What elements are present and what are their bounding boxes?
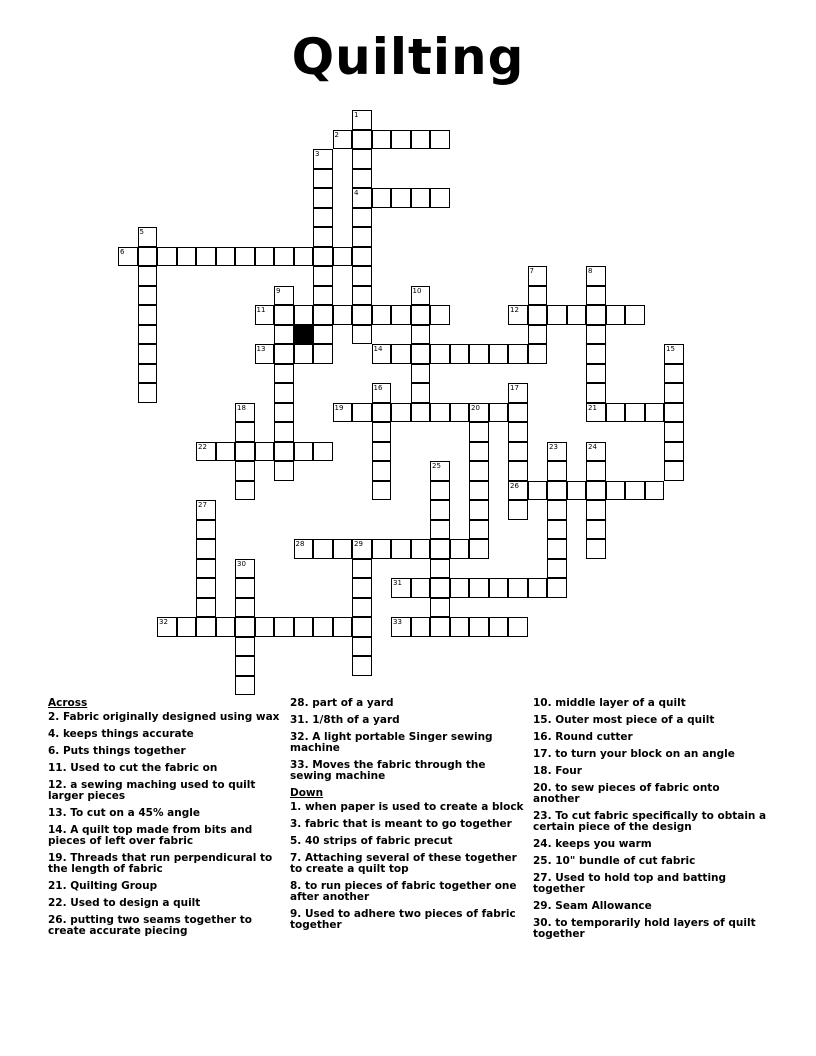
crossword-cell[interactable] <box>664 344 684 364</box>
crossword-cell[interactable] <box>430 481 450 501</box>
crossword-cell[interactable] <box>528 481 548 501</box>
crossword-cell[interactable] <box>313 149 333 169</box>
crossword-cell[interactable] <box>352 539 372 559</box>
crossword-cell[interactable] <box>274 325 294 345</box>
down-clue: 16. Round cutter <box>533 731 633 743</box>
crossword-cell[interactable] <box>138 325 158 345</box>
crossword-cell[interactable] <box>333 617 353 637</box>
crossword-cell[interactable] <box>352 403 372 423</box>
crossword-cell[interactable] <box>411 578 431 598</box>
down-clue: 25. 10" bundle of cut fabric <box>533 855 696 867</box>
across-clue: 22. Used to design a quilt <box>48 897 201 909</box>
crossword-cell[interactable] <box>547 520 567 540</box>
crossword-cell[interactable] <box>235 442 255 462</box>
clue-number: 17 <box>510 384 519 392</box>
crossword-cell[interactable] <box>469 422 489 442</box>
clue-number: 24 <box>588 442 597 451</box>
crossword-cell[interactable] <box>352 188 372 208</box>
clue-number: 7 <box>529 267 534 275</box>
crossword-cell[interactable] <box>664 442 684 462</box>
crossword-cell[interactable] <box>372 403 392 423</box>
clue-number: 19 <box>334 403 344 412</box>
crossword-cell[interactable] <box>508 422 528 442</box>
crossword-cell[interactable] <box>352 637 372 657</box>
crossword-cell[interactable] <box>411 344 431 364</box>
page-title: Quilting <box>291 28 525 86</box>
down-clue: 5. 40 strips of fabric precut <box>290 835 453 847</box>
clue-number: 25 <box>432 462 441 470</box>
crossword-cell[interactable] <box>586 344 606 364</box>
crossword-cell[interactable] <box>469 481 489 501</box>
crossword-cell[interactable] <box>567 305 587 325</box>
crossword-cell[interactable] <box>255 617 275 637</box>
crossword-cell[interactable] <box>547 481 567 501</box>
crossword-cell[interactable] <box>333 247 353 267</box>
crossword-cell[interactable] <box>333 539 353 559</box>
crossword-cell[interactable] <box>235 559 255 579</box>
crossword-cell[interactable] <box>430 520 450 540</box>
crossword-cell[interactable] <box>196 500 216 520</box>
crossword-cell[interactable] <box>547 539 567 559</box>
crossword-cell[interactable] <box>138 344 158 364</box>
crossword-cell[interactable] <box>508 578 528 598</box>
crossword-cell[interactable] <box>196 617 216 637</box>
crossword-cell[interactable] <box>391 130 411 150</box>
clue-number: 6 <box>120 247 125 256</box>
crossword-cell[interactable] <box>508 481 528 501</box>
crossword-cell[interactable] <box>138 266 158 286</box>
crossword-cell[interactable] <box>489 617 509 637</box>
crossword-cell[interactable] <box>274 344 294 364</box>
crossword-cell[interactable] <box>157 247 177 267</box>
crossword-cell[interactable] <box>411 617 431 637</box>
clues-column-1 <box>48 698 283 943</box>
clue-number: 21 <box>588 403 597 412</box>
crossword-cell[interactable] <box>352 656 372 676</box>
crossword-cell[interactable] <box>664 461 684 481</box>
crossword-cell[interactable] <box>352 325 372 345</box>
crossword-cell[interactable] <box>255 305 275 325</box>
clue-number: 13 <box>256 345 266 353</box>
crossword-cell[interactable] <box>586 442 606 462</box>
crossword-cell[interactable] <box>352 169 372 189</box>
crossword-cell[interactable] <box>196 247 216 267</box>
crossword-cell[interactable] <box>528 286 548 306</box>
crossword-cell[interactable] <box>313 305 333 325</box>
crossword-cell[interactable] <box>391 539 411 559</box>
across-clue: 4. keeps things accurate <box>48 728 194 740</box>
crossword-cell[interactable] <box>138 286 158 306</box>
crossword-cell[interactable] <box>586 383 606 403</box>
crossword-cell[interactable] <box>157 617 177 637</box>
clue-number: 5 <box>139 228 144 236</box>
crossword-cell[interactable] <box>235 617 255 637</box>
crossword-cell[interactable] <box>586 481 606 501</box>
crossword-cell[interactable] <box>196 442 216 462</box>
clue-number: 8 <box>588 267 593 275</box>
crossword-cell[interactable] <box>313 539 333 559</box>
clue-number: 22 <box>198 442 207 451</box>
down-clue: 10. middle layer of a quilt <box>533 697 686 709</box>
crossword-cell[interactable] <box>372 442 392 462</box>
crossword-cell[interactable] <box>313 344 333 364</box>
crossword-cell[interactable] <box>391 305 411 325</box>
crossword-cell[interactable] <box>235 403 255 423</box>
down-clue: 7. Attaching several of these together to create a quilt top <box>290 852 517 875</box>
crossword-cell[interactable] <box>528 344 548 364</box>
crossword-cell[interactable] <box>196 598 216 618</box>
crossword-cell[interactable] <box>372 305 392 325</box>
down-clue: 20. to sew pieces of fabric onto another <box>533 782 720 805</box>
crossword-cell[interactable] <box>508 617 528 637</box>
crossword-cell[interactable] <box>294 617 314 637</box>
crossword-cell[interactable] <box>333 305 353 325</box>
across-clue: 28. part of a yard <box>290 697 394 709</box>
crossword-cell[interactable] <box>430 188 450 208</box>
crossword-cell[interactable] <box>586 266 606 286</box>
crossword-cell[interactable] <box>430 130 450 150</box>
crossword-black-cell <box>294 325 314 345</box>
crossword-cell[interactable] <box>450 403 470 423</box>
crossword-cell[interactable] <box>625 305 645 325</box>
crossword-cell[interactable] <box>469 520 489 540</box>
clue-number: 3 <box>315 150 320 158</box>
across-clue: 11. Used to cut the fabric on <box>48 762 218 774</box>
down-clue: 30. to temporarily hold layers of quilt together <box>533 917 756 940</box>
crossword-cell[interactable] <box>177 617 197 637</box>
crossword-cell[interactable] <box>469 578 489 598</box>
crossword-cell[interactable] <box>430 598 450 618</box>
crossword-cell[interactable] <box>508 442 528 462</box>
crossword-cell[interactable] <box>430 305 450 325</box>
clues-column-2 <box>290 698 525 937</box>
crossword-cell[interactable] <box>274 383 294 403</box>
down-clue: 27. Used to hold top and batting together <box>533 872 727 895</box>
crossword-cell[interactable] <box>391 344 411 364</box>
across-heading: Across <box>48 697 88 709</box>
clue-number: 20 <box>471 403 480 412</box>
crossword-cell[interactable] <box>352 617 372 637</box>
crossword-cell[interactable] <box>333 130 353 150</box>
crossword-cell[interactable] <box>294 344 314 364</box>
crossword-cell[interactable] <box>411 188 431 208</box>
crossword-cell[interactable] <box>411 305 431 325</box>
crossword-cell[interactable] <box>430 578 450 598</box>
crossword-cell[interactable] <box>313 227 333 247</box>
crossword-cell[interactable] <box>645 403 665 423</box>
crossword-cell[interactable] <box>372 383 392 403</box>
clue-number: 32 <box>159 618 168 626</box>
crossword-cell[interactable] <box>586 286 606 306</box>
crossword-cell[interactable] <box>274 305 294 325</box>
crossword-cell[interactable] <box>508 305 528 325</box>
crossword-cell[interactable] <box>216 247 236 267</box>
crossword-cell[interactable] <box>372 188 392 208</box>
crossword-cell[interactable] <box>567 481 587 501</box>
crossword-cell[interactable] <box>450 344 470 364</box>
clue-number: 10 <box>412 286 422 295</box>
crossword-cell[interactable] <box>469 500 489 520</box>
crossword-cell[interactable] <box>255 344 275 364</box>
crossword-cell[interactable] <box>352 598 372 618</box>
clue-number: 15 <box>666 345 675 353</box>
crossword-cell[interactable] <box>216 617 236 637</box>
crossword-cell[interactable] <box>586 520 606 540</box>
crossword-cell[interactable] <box>196 578 216 598</box>
crossword-cell[interactable] <box>469 461 489 481</box>
down-clue: 18. Four <box>533 765 582 777</box>
crossword-cell[interactable] <box>274 442 294 462</box>
crossword-cell[interactable] <box>547 559 567 579</box>
crossword-cell[interactable] <box>586 403 606 423</box>
crossword-cell[interactable] <box>430 500 450 520</box>
crossword-cell[interactable] <box>235 422 255 442</box>
across-clue: 32. A light portable Singer sewing machine <box>290 731 493 754</box>
down-clue: 15. Outer most piece of a quilt <box>533 714 715 726</box>
crossword-cell[interactable] <box>450 617 470 637</box>
clue-number: 29 <box>354 540 363 548</box>
clue-number: 30 <box>237 559 246 568</box>
clues-column-3 <box>533 698 768 946</box>
crossword-cell[interactable] <box>489 344 509 364</box>
crossword-cell[interactable] <box>235 578 255 598</box>
crossword-cell[interactable] <box>411 286 431 306</box>
crossword-cell[interactable] <box>274 364 294 384</box>
down-heading: Down <box>290 787 324 799</box>
crossword-cell[interactable] <box>547 305 567 325</box>
crossword-cell[interactable] <box>255 442 275 462</box>
crossword-cell[interactable] <box>235 656 255 676</box>
crossword-cell[interactable] <box>547 461 567 481</box>
crossword-cell[interactable] <box>235 247 255 267</box>
crossword-cell[interactable] <box>606 403 626 423</box>
across-clue: 26. putting two seams together to create accurate piecing <box>48 914 252 937</box>
down-clue: 23. To cut fabric specifically to obtain a certain piece of the design <box>533 810 767 833</box>
crossword-cell[interactable] <box>528 266 548 286</box>
clue-number: 26 <box>510 481 519 490</box>
crossword-cell[interactable] <box>294 305 314 325</box>
crossword-cell[interactable] <box>430 461 450 481</box>
across-clue: 19. Threads that run perpendicural to the length of fabric <box>48 852 273 875</box>
crossword-cell[interactable] <box>391 578 411 598</box>
crossword-cell[interactable] <box>177 247 197 267</box>
clue-number: 2 <box>334 130 339 139</box>
crossword-cell[interactable] <box>430 617 450 637</box>
crossword-cell[interactable] <box>372 481 392 501</box>
crossword-cell[interactable] <box>352 130 372 150</box>
crossword-cell[interactable] <box>235 598 255 618</box>
crossword-cell[interactable] <box>372 344 392 364</box>
across-clue: 6. Puts things together <box>48 745 186 757</box>
crossword-cell[interactable] <box>274 403 294 423</box>
crossword-cell[interactable] <box>430 539 450 559</box>
crossword-cell[interactable] <box>625 403 645 423</box>
crossword-cell[interactable] <box>352 208 372 228</box>
crossword-cell[interactable] <box>469 442 489 462</box>
clue-number: 12 <box>510 306 519 314</box>
crossword-cell[interactable] <box>216 442 236 462</box>
crossword-cell[interactable] <box>294 539 314 559</box>
crossword-cell[interactable] <box>118 247 138 267</box>
crossword-cell[interactable] <box>450 539 470 559</box>
crossword-cell[interactable] <box>313 442 333 462</box>
crossword-cell[interactable] <box>489 578 509 598</box>
down-clue: 1. when paper is used to create a block <box>290 801 524 813</box>
across-clue: 13. To cut on a 45% angle <box>48 807 200 819</box>
down-clue: 8. to run pieces of fabric together one after another <box>290 880 517 903</box>
crossword-cell[interactable] <box>528 325 548 345</box>
crossword-cell[interactable] <box>508 461 528 481</box>
crossword-cell[interactable] <box>625 481 645 501</box>
crossword-cell[interactable] <box>352 305 372 325</box>
crossword-cell[interactable] <box>294 442 314 462</box>
crossword-cell[interactable] <box>391 617 411 637</box>
crossword-cell[interactable] <box>469 539 489 559</box>
clue-number: 11 <box>256 306 266 314</box>
crossword-cell[interactable] <box>411 403 431 423</box>
crossword-cell[interactable] <box>313 617 333 637</box>
crossword-cell[interactable] <box>352 247 372 267</box>
down-clue: 9. Used to adhere two pieces of fabric together <box>290 908 516 931</box>
clue-number: 27 <box>198 501 207 509</box>
clue-number: 18 <box>237 403 246 412</box>
crossword-cell[interactable] <box>411 325 431 345</box>
crossword-cell[interactable] <box>489 403 509 423</box>
across-clue: 12. a sewing maching used to quilt larger pieces <box>48 779 256 802</box>
down-clue: 29. Seam Allowance <box>533 900 652 912</box>
crossword-cell[interactable] <box>469 403 489 423</box>
across-clue: 33. Moves the fabric through the sewing machine <box>290 759 486 782</box>
crossword-cell[interactable] <box>196 520 216 540</box>
crossword-cell[interactable] <box>255 247 275 267</box>
crossword-cell[interactable] <box>352 578 372 598</box>
crossword-cell[interactable] <box>430 559 450 579</box>
clue-number: 23 <box>549 442 558 451</box>
crossword-cell[interactable] <box>235 461 255 481</box>
crossword-cell[interactable] <box>138 383 158 403</box>
crossword-cell[interactable] <box>586 364 606 384</box>
crossword-cell[interactable] <box>235 637 255 657</box>
across-clue: 2. Fabric originally designed using wax <box>48 711 280 723</box>
crossword-cell[interactable] <box>235 481 255 501</box>
clue-number: 9 <box>276 286 281 295</box>
crossword-cell[interactable] <box>352 286 372 306</box>
crossword-cell[interactable] <box>664 422 684 442</box>
crossword-cell[interactable] <box>411 383 431 403</box>
down-clue: 17. to turn your block on an angle <box>533 748 735 760</box>
crossword-cell[interactable] <box>528 578 548 598</box>
crossword-cell[interactable] <box>411 364 431 384</box>
down-clue: 24. keeps you warm <box>533 838 652 850</box>
clue-number: 14 <box>373 345 383 353</box>
crossword-cell[interactable] <box>138 364 158 384</box>
crossword-cell[interactable] <box>196 539 216 559</box>
crossword-cell[interactable] <box>586 461 606 481</box>
crossword-cell[interactable] <box>508 403 528 423</box>
crossword-cell[interactable] <box>313 286 333 306</box>
across-clue: 21. Quilting Group <box>48 880 158 892</box>
crossword-cell[interactable] <box>313 325 333 345</box>
crossword-cell[interactable] <box>313 169 333 189</box>
crossword-cell[interactable] <box>508 500 528 520</box>
clue-number: 28 <box>295 540 305 548</box>
crossword-cell[interactable] <box>606 305 626 325</box>
clue-number: 16 <box>373 384 383 392</box>
crossword-cell[interactable] <box>313 266 333 286</box>
crossword-cell[interactable] <box>352 266 372 286</box>
crossword-cell[interactable] <box>606 481 626 501</box>
crossword-cell[interactable] <box>352 227 372 247</box>
crossword-cell[interactable] <box>294 247 314 267</box>
across-clue: 31. 1/8th of a yard <box>290 714 400 726</box>
crossword-cell[interactable] <box>138 227 158 247</box>
crossword-cell[interactable] <box>508 383 528 403</box>
clue-number: 33 <box>393 618 402 626</box>
crossword-cell[interactable] <box>274 422 294 442</box>
crossword-cell[interactable] <box>664 383 684 403</box>
crossword-cell[interactable] <box>664 364 684 384</box>
crossword-cell[interactable] <box>547 442 567 462</box>
down-clue: 3. fabric that is meant to go together <box>290 818 512 830</box>
crossword-cell[interactable] <box>430 344 450 364</box>
crossword-cell[interactable] <box>196 559 216 579</box>
clue-number: 1 <box>354 111 359 119</box>
crossword-cell[interactable] <box>313 188 333 208</box>
across-clue: 14. A quilt top made from bits and pieces of left over fabric <box>48 824 253 847</box>
crossword-cell[interactable] <box>138 305 158 325</box>
crossword-cell[interactable] <box>352 559 372 579</box>
crossword-cell[interactable] <box>547 578 567 598</box>
crossword-cell[interactable] <box>645 481 665 501</box>
crossword-cell[interactable] <box>274 461 294 481</box>
crossword-cell[interactable] <box>469 344 489 364</box>
crossword-cell[interactable] <box>274 286 294 306</box>
crossword-cell[interactable] <box>450 578 470 598</box>
crossword-cell[interactable] <box>313 208 333 228</box>
crossword-cell[interactable] <box>586 539 606 559</box>
crossword-cell[interactable] <box>333 403 353 423</box>
crossword-cell[interactable] <box>352 110 372 130</box>
crossword-cell[interactable] <box>372 130 392 150</box>
crossword-cell[interactable] <box>508 344 528 364</box>
crossword-cell[interactable] <box>586 325 606 345</box>
crossword-cell[interactable] <box>411 539 431 559</box>
crossword-cell[interactable] <box>274 247 294 267</box>
crossword-cell[interactable] <box>586 500 606 520</box>
crossword-cell[interactable] <box>391 403 411 423</box>
crossword-cell[interactable] <box>391 188 411 208</box>
crossword-cell[interactable] <box>469 617 489 637</box>
crossword-cell[interactable] <box>352 149 372 169</box>
crossword-cell[interactable] <box>664 403 684 423</box>
crossword-cell[interactable] <box>274 617 294 637</box>
clue-number: 31 <box>393 579 402 587</box>
crossword-cell[interactable] <box>313 247 333 267</box>
crossword-cell[interactable] <box>372 461 392 481</box>
clue-number: 4 <box>354 189 359 197</box>
crossword-cell[interactable] <box>586 305 606 325</box>
crossword-cell[interactable] <box>547 500 567 520</box>
crossword-cell[interactable] <box>430 403 450 423</box>
crossword-cell[interactable] <box>138 247 158 267</box>
crossword-cell[interactable] <box>372 422 392 442</box>
crossword-cell[interactable] <box>372 539 392 559</box>
crossword-cell[interactable] <box>235 676 255 696</box>
crossword-cell[interactable] <box>528 305 548 325</box>
crossword-cell[interactable] <box>411 130 431 150</box>
